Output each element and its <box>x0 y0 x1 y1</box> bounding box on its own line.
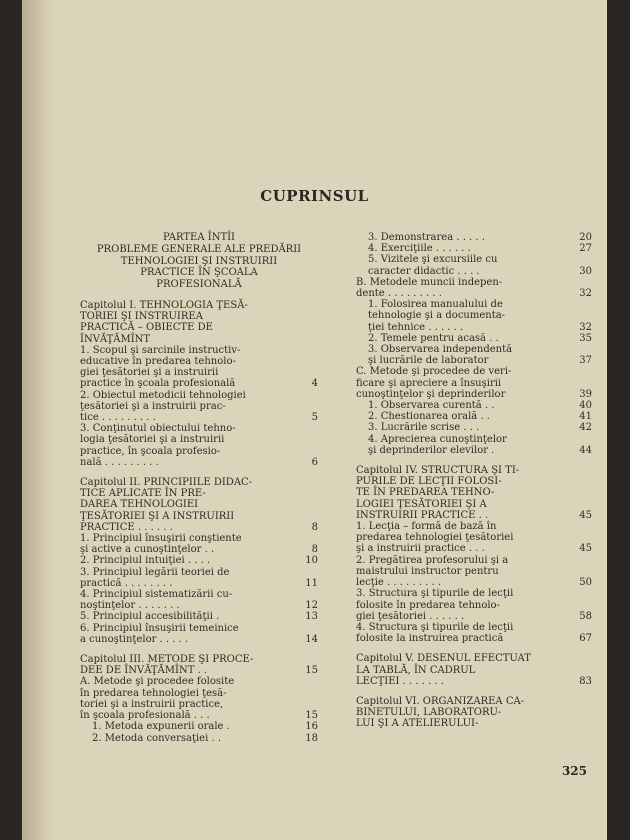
toc-entry-title <box>80 423 296 468</box>
toc-entry <box>80 567 318 589</box>
text-line: INSTRUIRII PRACTICE . . <box>356 509 489 521</box>
text-line: 5. Principiul accesibilităţii . <box>80 611 220 623</box>
text-line: 5. Vizitele şi excursiile cu <box>368 254 498 266</box>
text-line: 2. Pregătirea profesorului şi a <box>356 554 509 566</box>
toc-entry-title <box>80 611 296 622</box>
text-line: şi a instruirii practice . . . <box>356 543 485 555</box>
toc-entry-title <box>356 299 570 333</box>
text-line: PRACTICĂ – OBIECTE DE <box>80 322 213 334</box>
text-line: PURILE DE LECŢII FOLOSI- <box>356 476 502 488</box>
toc-entry <box>356 232 592 243</box>
toc-entry-title <box>80 555 296 566</box>
toc-chapter <box>356 653 592 687</box>
toc-page-number: 50 <box>579 577 592 589</box>
toc-chapter-title <box>80 654 296 676</box>
toc-entry-title <box>356 434 570 456</box>
toc-entry-title <box>80 390 296 424</box>
text-line: nală . . . . . . . . . <box>80 456 159 468</box>
toc-page-number: 5 <box>311 412 318 424</box>
text-line: 2. Obiectul metodicii tehnologiei <box>80 389 246 401</box>
toc-entry <box>356 411 592 422</box>
toc-page-number: 37 <box>579 355 592 367</box>
text-line: 3. Demonstrarea . . . . . <box>368 232 485 243</box>
toc-chapter-title <box>356 465 570 521</box>
toc-page-number: 6 <box>311 456 318 468</box>
toc-page-number: 35 <box>579 332 592 344</box>
toc-page-number: 45 <box>579 543 592 555</box>
text-line: practice în şcoala profesională <box>80 378 236 390</box>
toc-page-number: 41 <box>579 411 592 423</box>
toc-page-number: 20 <box>579 232 592 243</box>
text-line: 1. Observarea curentă . . <box>368 400 495 412</box>
toc-entry-title <box>80 533 296 555</box>
toc-chapter <box>80 477 318 533</box>
page-number: 325 <box>561 764 587 778</box>
toc-entry-title <box>356 422 570 433</box>
toc-entry <box>80 423 318 468</box>
toc-page-number: 8 <box>311 521 318 533</box>
text-line: practică . . . . . . . . <box>80 577 173 589</box>
text-line: LOGIEI ŢESĂTORIEI ŞI A <box>356 498 487 510</box>
text-line: 1. Lecţia – formă de bază în <box>356 521 497 533</box>
text-line: şi active a cunoştinţelor . . <box>80 544 215 556</box>
text-line: B. Metodele muncii indepen- <box>356 276 503 288</box>
text-line: folosite în predarea tehnolo- <box>356 599 500 611</box>
text-line: ÎNVĂŢĂMÎNT <box>80 333 151 345</box>
toc-entry-title <box>356 243 570 254</box>
toc-entry-title <box>356 344 570 366</box>
toc-entry-title <box>356 411 570 422</box>
text-line: 2. Metoda conversaţiei . . <box>92 732 222 744</box>
toc-page-number: 40 <box>579 400 592 412</box>
toc-page-number: 67 <box>579 633 592 645</box>
text-line: PRACTICE . . . . . . <box>80 521 173 533</box>
text-line: TORIEI ŞI INSTRUIREA <box>80 311 203 323</box>
text-line: Capitolul IV. STRUCTURA ŞI TI- <box>356 465 520 477</box>
text-line: giei ţesătoriei şi a instruirii <box>80 367 219 379</box>
toc-entry-title <box>356 277 570 299</box>
text-line: DAREA TEHNOLOGIEI <box>80 499 199 511</box>
toc-column-left <box>80 232 318 744</box>
part-heading-line: PARTEA ÎNTÎI <box>162 232 236 243</box>
toc-entry <box>80 733 318 744</box>
toc-chapter <box>356 465 592 521</box>
text-line: 2. Temele pentru acasă . . <box>368 332 499 344</box>
text-line: şi lucrările de laborator <box>368 355 489 367</box>
text-line: 4. Structura şi tipurile de lecţii <box>356 621 514 633</box>
text-line: ţiei tehnice . . . . . . <box>368 321 464 333</box>
text-line: 4. Aprecierea cunoştinţelor <box>368 433 507 445</box>
toc-entry-title <box>80 721 296 732</box>
text-line: 4. Principiul sistematizării cu- <box>80 589 233 601</box>
toc-page-number: 8 <box>311 544 318 556</box>
toc-entry <box>356 243 592 254</box>
text-line: dente . . . . . . . . . <box>356 288 442 300</box>
text-line: folosite la instruirea practică <box>356 633 504 645</box>
text-line: 1. Principiul însuşirii conştiente <box>80 533 242 545</box>
toc-chapter-title <box>356 653 570 687</box>
text-line: 3. Lucrările scrise . . . <box>368 422 480 434</box>
toc-page-number: 15 <box>305 665 318 677</box>
text-line: 1. Scopul şi sarcinile instructiv- <box>80 344 241 356</box>
toc-entry <box>80 721 318 732</box>
toc-entry-title <box>356 366 570 400</box>
toc-page-number: 16 <box>305 721 318 733</box>
text-line: 3. Observarea independentă <box>368 344 513 356</box>
text-line: Capitolul V. DESENUL EFECTUAT <box>356 653 531 665</box>
text-line: tehnologie şi a documenta- <box>368 310 506 322</box>
text-line: Capitolul III. METODE ŞI PROCE- <box>80 654 254 666</box>
text-line: maistrului instructor pentru <box>356 565 499 577</box>
toc-page-number: 13 <box>305 611 318 623</box>
toc-entry <box>356 333 592 344</box>
toc-entry-title <box>356 333 570 344</box>
toc-entry <box>356 434 592 456</box>
text-line: LECŢIEI . . . . . . . <box>356 675 444 687</box>
toc-entry <box>356 254 592 276</box>
toc-entry <box>80 623 318 645</box>
part-heading-line: PROFESIONALĂ <box>156 279 242 291</box>
text-line: C. Metode şi procedee de veri- <box>356 366 512 378</box>
toc-page-number: 83 <box>579 675 592 687</box>
toc-entry <box>356 622 592 644</box>
text-line: 4. Exerciţiile . . . . . . <box>368 243 471 255</box>
text-line: noştinţelor . . . . . . . <box>80 600 180 612</box>
page-spine-shadow <box>22 0 52 840</box>
text-line: în şcoala profesională . . . <box>80 710 210 722</box>
toc-entry-title <box>356 254 570 276</box>
text-line: 3. Principiul legării teoriei de <box>80 566 230 578</box>
text-line: ŢESĂTORIEI ŞI A INSTRUIRII <box>80 510 235 522</box>
toc-entry <box>356 344 592 366</box>
toc-entry <box>80 676 318 721</box>
toc-entry <box>356 521 592 555</box>
text-line: 2. Chestionarea orală . . <box>368 411 490 423</box>
toc-entry-title <box>356 555 570 589</box>
toc-entry <box>80 611 318 622</box>
toc-page-number: 32 <box>579 288 592 300</box>
text-line: TE ÎN PREDAREA TEHNO- <box>356 487 495 499</box>
toc-entry-title <box>80 676 296 721</box>
toc-entry <box>356 588 592 622</box>
text-line: 1. Metoda expunerii orale . <box>92 721 230 733</box>
text-line: lecţie . . . . . . . . . <box>356 577 442 589</box>
toc-entry-title <box>80 623 296 645</box>
text-line: 6. Principiul însuşirii temeinice <box>80 622 239 634</box>
toc-entry <box>80 555 318 566</box>
text-line: giei ţesătoriei . . . . . . <box>356 610 465 622</box>
text-line: BINETULUI, LABORATORU- <box>356 707 502 719</box>
toc-entry-title <box>356 521 570 555</box>
toc-entry-title <box>80 589 296 611</box>
text-line: Capitolul I. TEHNOLOGIA ŢESĂ- <box>80 299 248 311</box>
text-line: caracter didactic . . . . <box>368 265 480 277</box>
toc-page-number: 12 <box>305 600 318 612</box>
text-line: şi deprinderilor elevilor . <box>368 444 495 456</box>
toc-page-number: 4 <box>311 378 318 390</box>
toc-page-number: 44 <box>579 444 592 456</box>
toc-entry-title <box>356 588 570 622</box>
text-line: cunoştinţelor şi deprinderilor <box>356 388 506 400</box>
toc-page-number: 10 <box>305 555 318 567</box>
text-line: 1. Folosirea manualului de <box>368 299 503 311</box>
part-heading-line: PRACTICE ÎN ŞCOALA <box>140 267 258 279</box>
toc-entry-title <box>356 400 570 411</box>
part-heading-line: TEHNOLOGIEI ŞI INSTRUIRII <box>120 255 278 267</box>
toc-entry <box>356 366 592 400</box>
toc-entry <box>356 400 592 411</box>
text-line: TICE APLICATE ÎN PRE- <box>80 488 206 500</box>
text-line: 3. Conţinutul obiectului tehno- <box>80 423 236 435</box>
toc-entry <box>356 422 592 433</box>
toc-entry-title <box>356 622 570 644</box>
text-line: LA TABLĂ, ÎN CADRUL <box>356 664 476 676</box>
toc-page-number: 27 <box>579 243 592 255</box>
toc-page-number: 11 <box>305 577 318 589</box>
toc-column-right <box>356 232 592 730</box>
text-line: LUI ŞI A ATELIERULUI- <box>356 718 479 730</box>
text-line: educative în predarea tehnolo- <box>80 356 236 367</box>
text-line: DEE DE ÎNVĂŢĂMÎNT . . <box>80 665 208 677</box>
toc-chapter <box>80 654 318 676</box>
text-line: în predarea tehnologiei ţesă- <box>80 687 227 699</box>
toc-entry <box>356 555 592 589</box>
toc-page-number: 32 <box>579 321 592 333</box>
toc-chapter-title <box>80 300 296 345</box>
text-line: A. Metode şi procedee folosite <box>80 676 235 688</box>
toc-chapter <box>80 300 318 345</box>
toc-entry <box>356 299 592 333</box>
toc-page-number: 18 <box>305 732 318 744</box>
toc-entry-title <box>80 733 296 744</box>
text-line: predarea tehnologiei ţesătoriei <box>356 532 514 544</box>
text-line: 3. Structura şi tipurile de lecţii <box>356 588 514 600</box>
toc-page-number: 42 <box>579 422 592 434</box>
text-line: toriei şi a instruirii practice, <box>80 698 224 710</box>
book-page <box>22 0 607 840</box>
toc-chapter-title <box>356 696 570 730</box>
toc-page-number: 45 <box>579 509 592 521</box>
toc-entry-title <box>80 345 296 390</box>
part-heading-line: PROBLEME GENERALE ALE PREDĂRII <box>96 243 302 255</box>
text-line: Capitolul VI. ORGANIZAREA CA- <box>356 695 525 707</box>
text-line: logia ţesătoriei şi a instruirii <box>80 434 225 446</box>
text-line: tice . . . . . . . . . <box>80 412 156 424</box>
toc-chapter-title <box>80 477 296 533</box>
toc-page-number: 14 <box>305 633 318 645</box>
text-line: ficare şi apreciere a însuşirii <box>356 377 502 389</box>
toc-page-number: 39 <box>579 388 592 400</box>
page-title: CUPRINSUL <box>260 187 369 205</box>
part-heading <box>80 232 318 291</box>
toc-chapter <box>356 696 592 730</box>
text-line: Capitolul II. PRINCIPIILE DIDAC- <box>80 477 253 489</box>
toc-entry <box>80 390 318 424</box>
toc-entry <box>80 589 318 611</box>
toc-entry <box>356 277 592 299</box>
toc-entry <box>80 345 318 390</box>
toc-page-number: 15 <box>305 710 318 722</box>
toc-page-number: 30 <box>579 265 592 277</box>
text-line: practice, în şcoala profesio- <box>80 445 221 457</box>
text-line: ţesătoriei şi a instruirii prac- <box>80 400 226 412</box>
toc-entry <box>80 533 318 555</box>
text-line: 2. Principiul intuiţiei . . . . <box>80 555 211 567</box>
toc-page-number: 58 <box>579 610 592 622</box>
toc-entry-title <box>356 232 570 243</box>
toc-entry-title <box>80 567 296 589</box>
text-line: a cunoştinţelor . . . . . <box>80 633 189 645</box>
